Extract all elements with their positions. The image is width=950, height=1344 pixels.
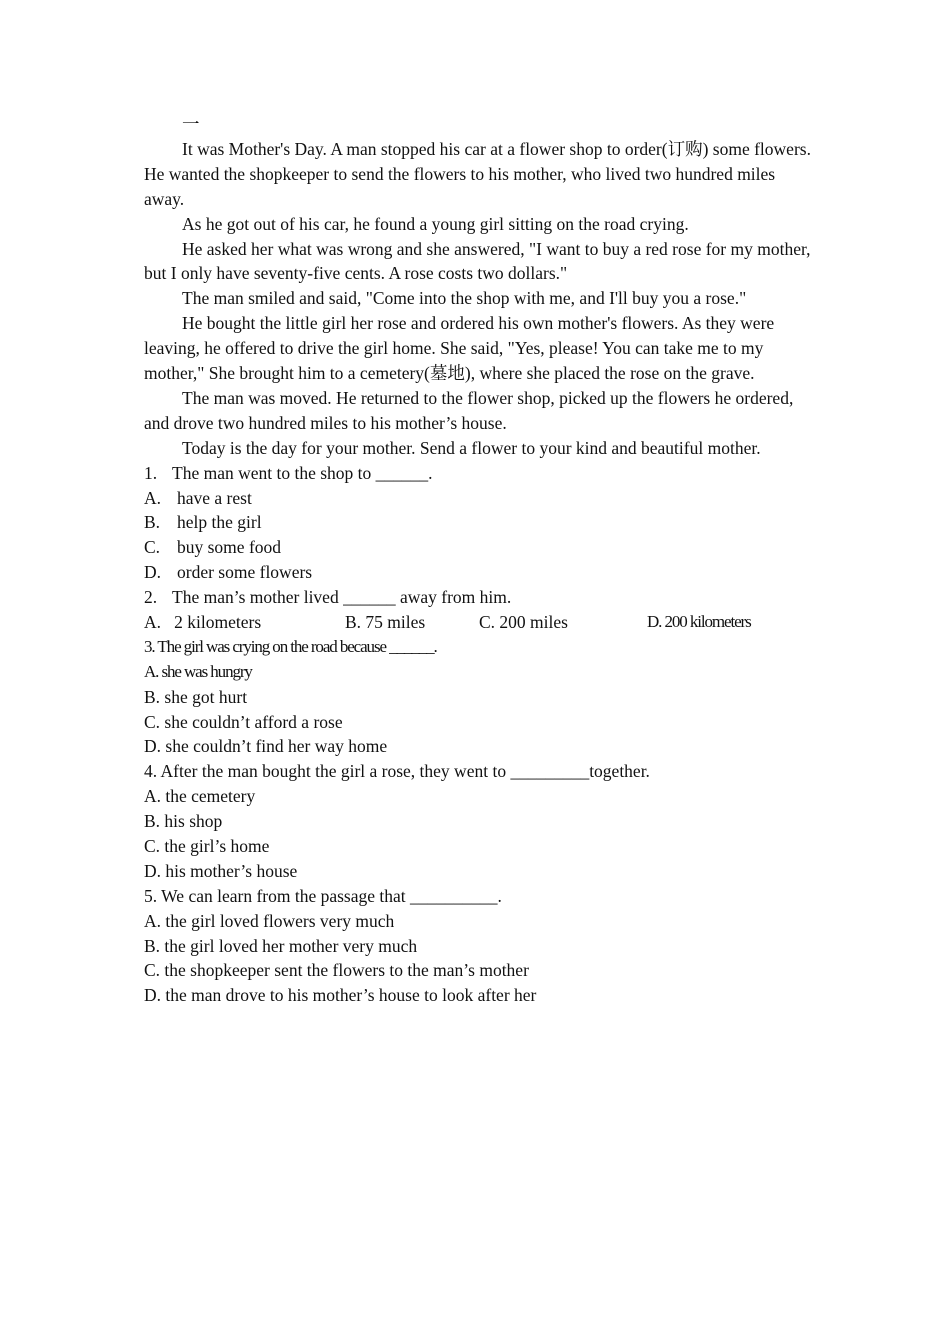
document-page xyxy=(144,112,814,1008)
question-4-option-d: D. his mother’s house xyxy=(144,860,298,881)
passage-paragraph-4: The man smiled and said, "Come into the shop with me, and I'll buy you a rose." xyxy=(182,288,747,309)
question-4-option-a: A. the cemetery xyxy=(144,786,256,807)
option-text: have a rest xyxy=(177,487,252,508)
question-text: The man went to the shop to ______. xyxy=(172,462,433,483)
question-text: The man’s mother lived ______ away from him. xyxy=(172,587,512,608)
question-number: 2. xyxy=(144,587,158,608)
question-5-option-a: A. the girl loved flowers very much xyxy=(144,910,395,931)
passage-paragraph-1: It was Mother's Day. A man stopped his car at a flower shop to order(订购) some flowers. He wanted the shopkeeper to send the flowers to his mother, who lived two hundred miles away. xyxy=(144,138,811,209)
question-number: 1. xyxy=(144,462,158,483)
option-letter: A. xyxy=(144,487,162,508)
question-1-option-b xyxy=(144,510,814,535)
passage-paragraph-7: Today is the day for your mother. Send a flower to your kind and beautiful mother. xyxy=(182,437,761,458)
question-5: 5. We can learn from the passage that __________. xyxy=(144,885,502,906)
question-2-options xyxy=(144,610,814,635)
question-5-option-c: C. the shopkeeper sent the flowers to the man’s mother xyxy=(144,960,529,981)
passage-paragraph-5: He bought the little girl her rose and ordered his own mother's flowers. As they were leaving, he offered to drive the girl home. She said, "Yes, please! You can take me to my mother," She brought him to a cemetery(墓地), where she placed the rose on the grave. xyxy=(144,313,775,384)
passage-paragraph-3: He asked her what was wrong and she answered, "I want to buy a red rose for my mother, but I only have seventy-five cents. A rose costs two dollars." xyxy=(144,238,811,284)
question-5-option-d: D. the man drove to his mother’s house to look after her xyxy=(144,985,537,1006)
option-text: help the girl xyxy=(177,512,262,533)
question-5-option-b: B. the girl loved her mother very much xyxy=(144,935,418,956)
question-3: 3. The girl was crying on the road because ______. xyxy=(144,636,437,656)
passage-paragraph-6: The man was moved. He returned to the flower shop, picked up the flowers he ordered, and drove two hundred miles to his mother’s house. xyxy=(144,387,794,433)
question-2-option-c: C. 200 miles xyxy=(479,612,568,633)
question-3-option-a: A. she was hungry xyxy=(144,661,252,681)
option-letter: D. xyxy=(144,562,162,583)
question-3-option-c: C. she couldn’t afford a rose xyxy=(144,711,343,732)
question-1-option-c xyxy=(144,535,814,560)
option-letter: C. xyxy=(144,537,161,558)
question-2-option-a: A. 2 kilometers xyxy=(144,612,262,633)
question-2-option-b: B. 75 miles xyxy=(345,612,426,633)
option-text: order some flowers xyxy=(177,562,313,583)
question-2-option-d: D. 200 kilometers xyxy=(647,612,751,632)
passage xyxy=(144,137,814,461)
question-1-option-a xyxy=(144,486,814,511)
question-3-option-d: D. she couldn’t find her way home xyxy=(144,736,388,757)
question-4: 4. After the man bought the girl a rose, they went to _________together. xyxy=(144,761,650,782)
question-4-option-c: C. the girl’s home xyxy=(144,836,270,857)
question-1-option-d xyxy=(144,560,814,585)
question-1 xyxy=(144,461,814,486)
option-letter: B. xyxy=(144,512,161,533)
question-3-option-b: B. she got hurt xyxy=(144,686,248,707)
section-mark: 一 xyxy=(182,114,200,134)
passage-paragraph-2: As he got out of his car, he found a young girl sitting on the road crying. xyxy=(182,213,689,234)
option-text: buy some food xyxy=(177,537,282,558)
question-2 xyxy=(144,585,814,610)
question-4-option-b: B. his shop xyxy=(144,811,223,832)
